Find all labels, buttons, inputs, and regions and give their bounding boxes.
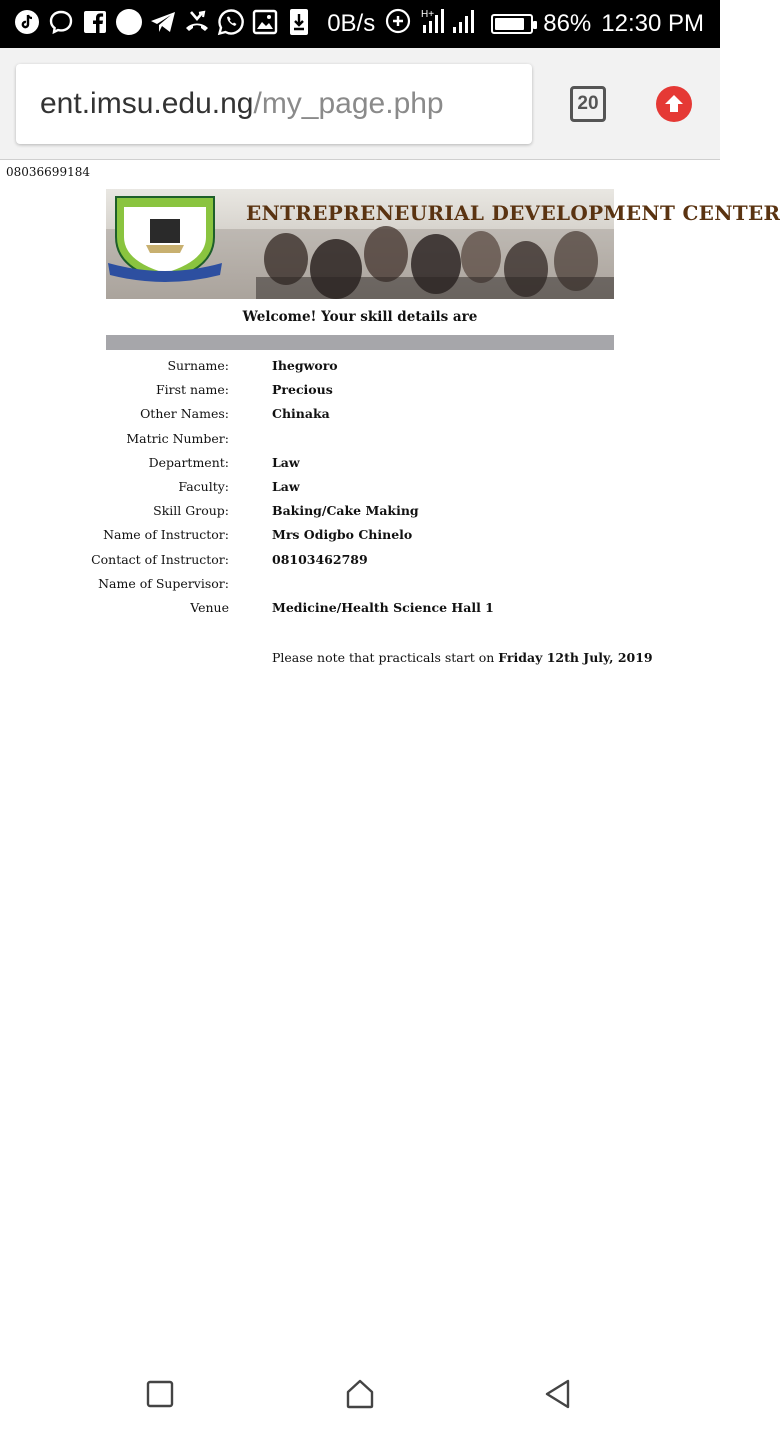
recents-button[interactable] [140, 1374, 180, 1414]
practicals-note [272, 650, 653, 665]
detail-label: Venue [190, 599, 229, 615]
facebook-icon [82, 8, 108, 36]
battery-percent: 86% [543, 10, 592, 37]
circle-icon [116, 8, 142, 36]
detail-row [0, 406, 720, 430]
detail-label: First name: [155, 382, 229, 398]
browser-toolbar [0, 48, 720, 160]
status-right [327, 0, 704, 48]
detail-value: Ihegworo [272, 358, 338, 373]
gallery-icon [252, 8, 278, 36]
detail-label: Faculty: [178, 478, 229, 494]
university-logo [108, 197, 222, 282]
messenger-icon [48, 8, 74, 36]
detail-row [0, 503, 720, 527]
tab-switcher-button[interactable]: 20 [570, 86, 606, 122]
detail-value: Precious [272, 382, 333, 398]
signal-icon [421, 7, 481, 42]
detail-row [0, 600, 720, 624]
banner-title: ENTREPRENEURIAL DEVELOPMENT CENTER [246, 201, 780, 225]
battery-icon [491, 14, 533, 34]
divider-bar [106, 335, 614, 350]
welcome-heading: Welcome! Your skill details are [242, 309, 478, 325]
detail-row [0, 479, 720, 503]
recents-icon [145, 1379, 175, 1409]
detail-value: Baking/Cake Making [272, 503, 419, 519]
battery-fill [495, 18, 524, 30]
note-date: Friday 12th July, 2019 [498, 650, 653, 665]
detail-row [0, 576, 720, 600]
clock: 12:30 PM [601, 10, 704, 37]
detail-value: Mrs Odigbo Chinelo [272, 527, 413, 543]
detail-label: Name of Supervisor: [98, 575, 229, 591]
telegram-icon [150, 8, 176, 36]
home-button[interactable] [340, 1374, 380, 1414]
detail-value: 08103462789 [272, 551, 368, 567]
tiktok-icon [14, 8, 40, 36]
detail-value: Medicine/Health Science Hall 1 [272, 599, 494, 615]
detail-row [0, 358, 720, 382]
note-prefix: Please note that practicals start on [272, 650, 499, 665]
header-banner [106, 189, 780, 299]
back-button[interactable] [538, 1374, 578, 1414]
detail-label: Department: [148, 454, 229, 470]
missed-call-icon [184, 8, 210, 36]
download-icon [286, 8, 312, 36]
detail-label: Surname: [167, 358, 229, 373]
detail-label: Name of Instructor: [103, 527, 229, 543]
detail-value: Chinaka [272, 406, 330, 422]
detail-row [0, 552, 720, 576]
home-icon [344, 1378, 376, 1410]
url-path: /my_page.php [253, 87, 444, 120]
detail-label: Other Names: [140, 406, 229, 422]
detail-row [0, 455, 720, 479]
network-speed: 0B/s [327, 10, 376, 37]
detail-label: Matric Number: [126, 430, 229, 446]
whatsapp-icon [218, 8, 244, 36]
navigation-bar [0, 1344, 720, 1440]
svg-text:H+: H+ [421, 8, 435, 20]
arrow-up-icon [663, 93, 685, 115]
detail-row [0, 431, 720, 455]
detail-label: Contact of Instructor: [91, 551, 229, 567]
status-bar [0, 0, 720, 48]
back-icon [542, 1378, 574, 1410]
detail-row [0, 527, 720, 551]
data-saver-icon [385, 8, 411, 41]
skill-details-table [0, 358, 720, 624]
detail-label: Skill Group: [153, 503, 229, 519]
detail-value: Law [272, 454, 300, 470]
phone-number-text: 08036699184 [6, 165, 90, 179]
upload-button[interactable] [656, 86, 692, 122]
notification-icons [14, 8, 312, 36]
address-bar[interactable] [16, 64, 532, 144]
detail-value: Law [272, 478, 300, 494]
detail-row [0, 382, 720, 406]
url-domain: ent.imsu.edu.ng [40, 87, 254, 120]
